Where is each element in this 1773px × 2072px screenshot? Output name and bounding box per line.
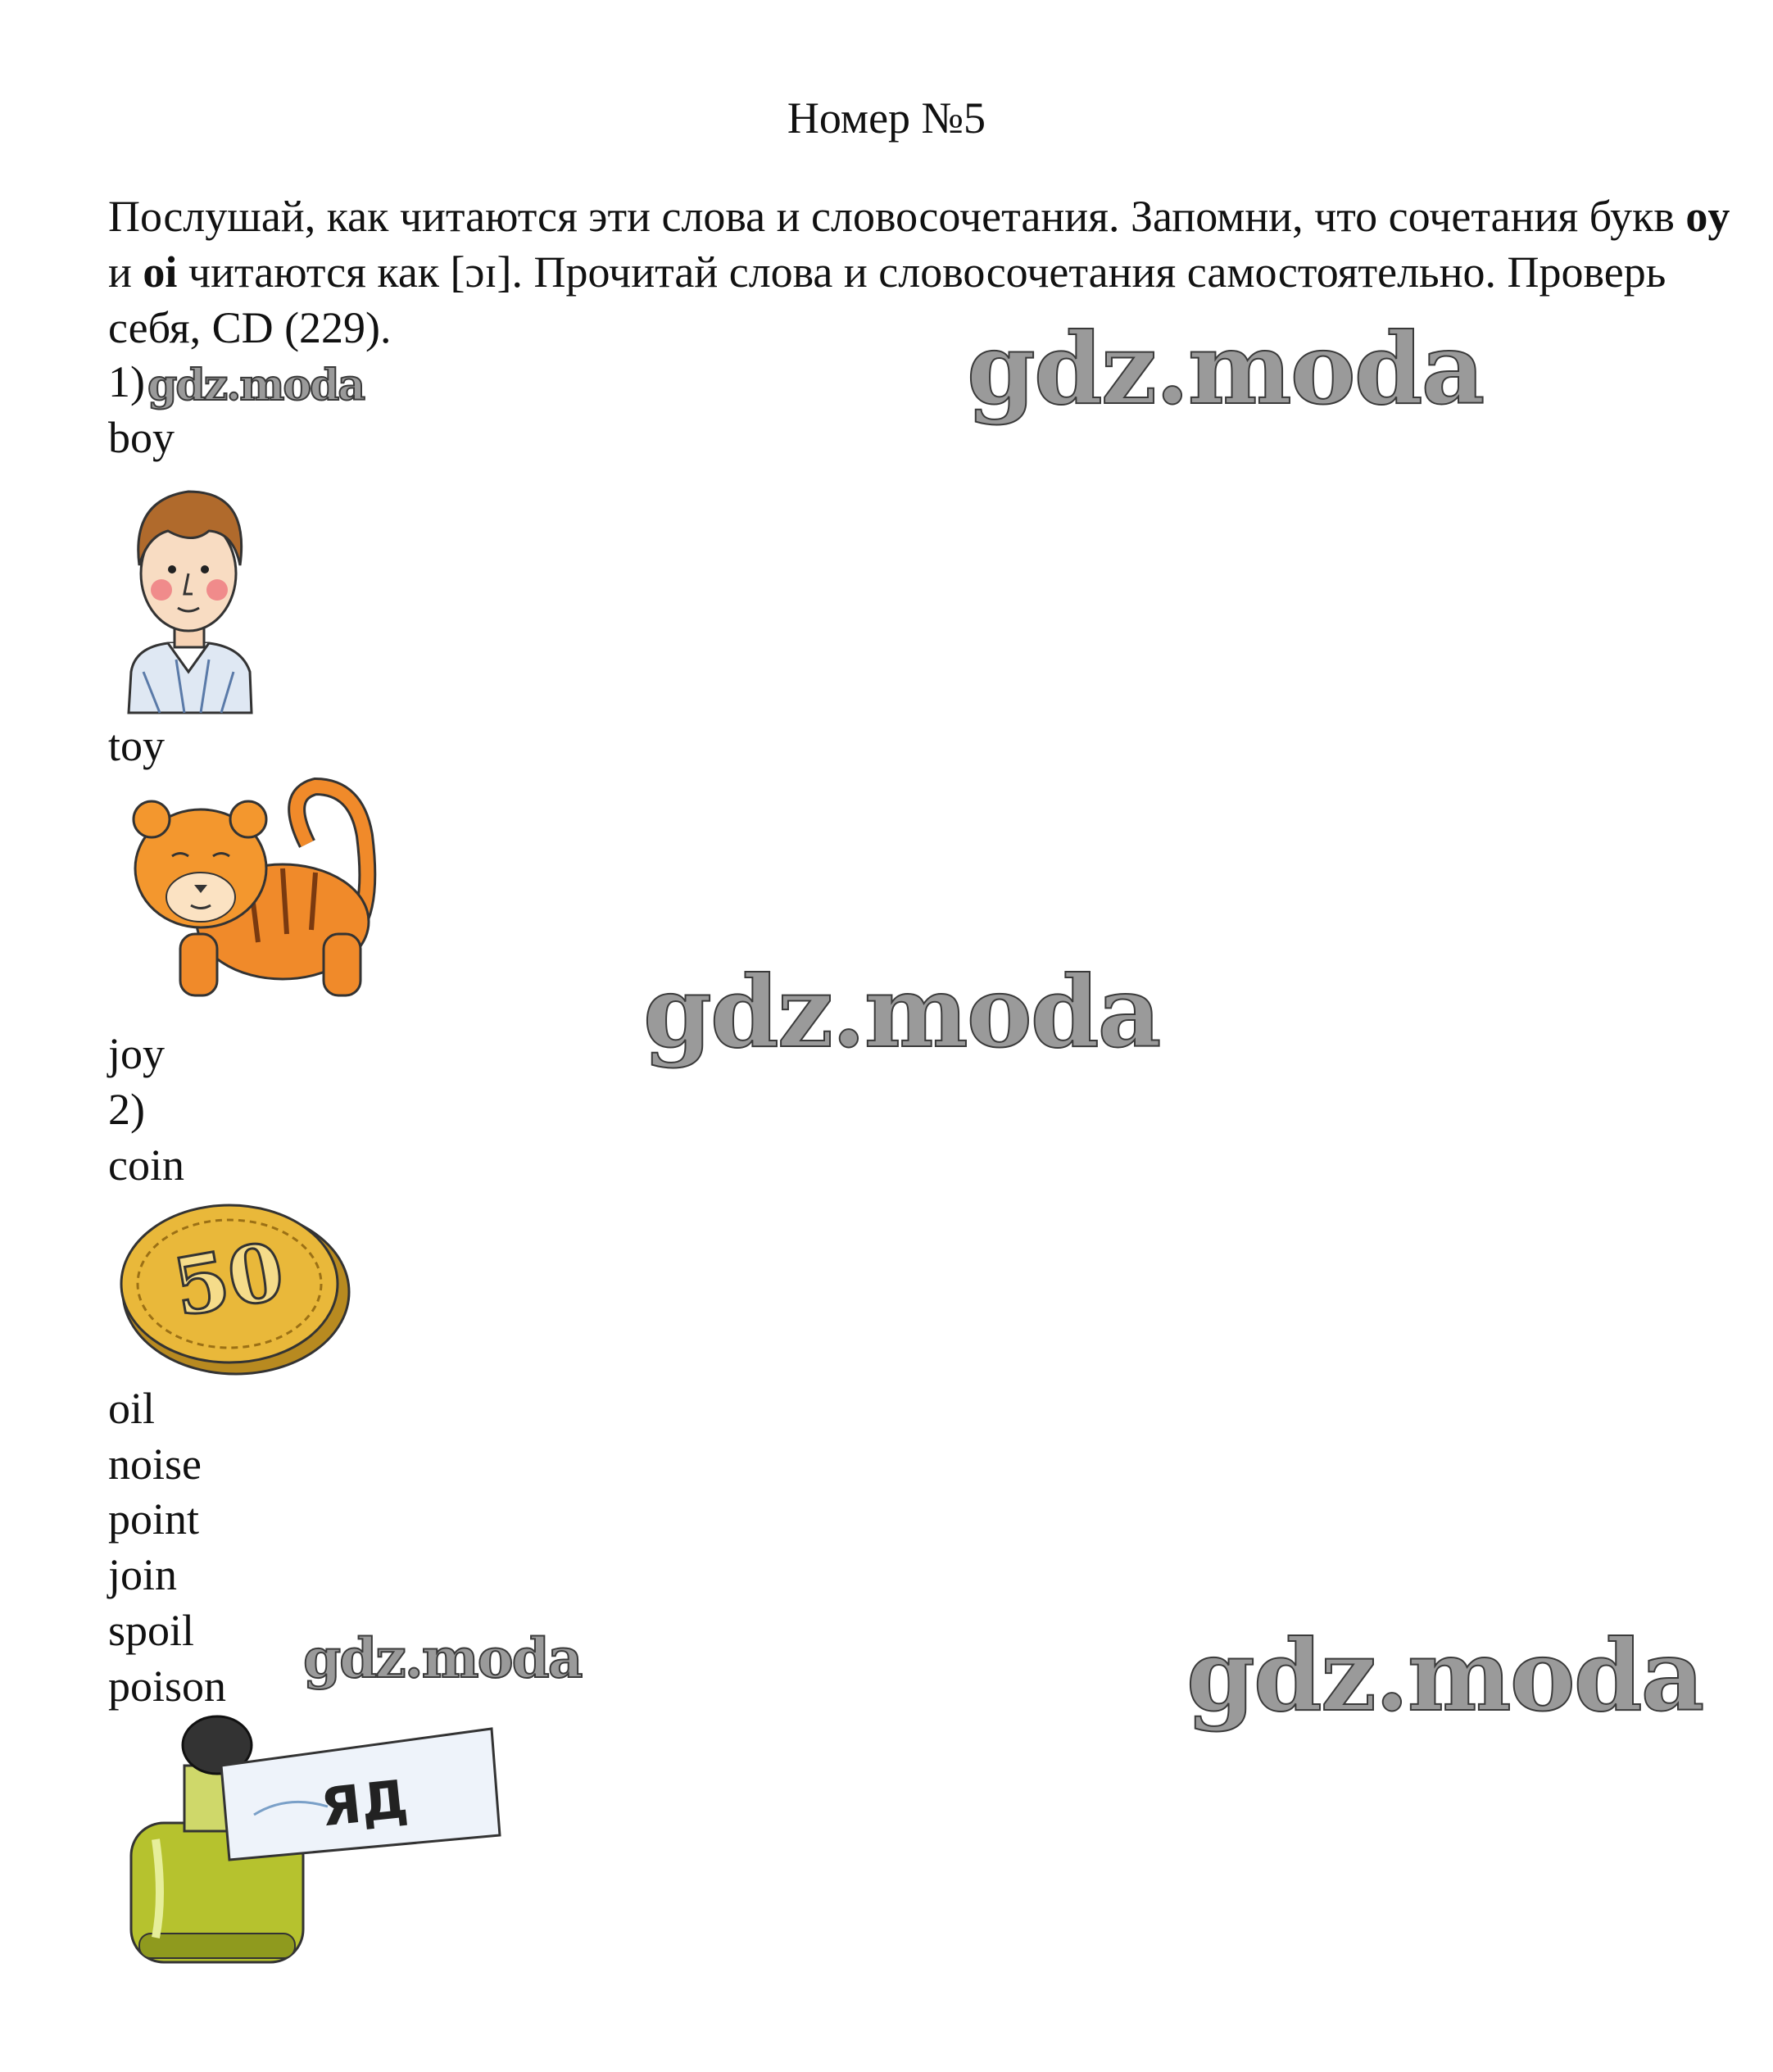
coin-illustration	[115, 1192, 352, 1381]
watermark: gdz.moda	[1186, 1618, 1703, 1734]
word-join: join	[108, 1550, 178, 1599]
word-boy: boy	[108, 413, 175, 462]
page-title: Номер №5	[787, 93, 986, 143]
watermark: gdz.moda	[643, 954, 1160, 1070]
watermark: gdz.moda	[147, 360, 365, 410]
watermark: gdz.moda	[967, 311, 1484, 427]
letters-oy: oy	[1685, 192, 1730, 241]
word-oil: oil	[108, 1384, 156, 1433]
toy-tiger-illustration	[119, 778, 389, 1016]
boy-illustration	[111, 467, 266, 721]
word-toy: toy	[108, 721, 166, 770]
section-1-label: 1)	[108, 357, 145, 406]
section-2-label: 2)	[108, 1085, 145, 1134]
letters-oi: oi	[143, 247, 178, 297]
word-spoil: spoil	[108, 1606, 195, 1655]
instruction-text: Послушай, как читаются эти слова и словосочетания. Запомни, что сочетания букв	[108, 192, 1686, 241]
word-point: point	[108, 1494, 200, 1544]
poison-bottle-illustration	[123, 1716, 508, 1970]
coin-number-text: 50	[166, 1224, 291, 1335]
task-instruction	[108, 188, 1730, 356]
watermark: gdz.moda	[303, 1626, 582, 1690]
word-joy: joy	[108, 1029, 166, 1078]
instruction-text: и	[108, 247, 143, 297]
word-noise: noise	[108, 1440, 202, 1489]
word-coin: coin	[108, 1140, 184, 1190]
bottle-label-text: ЯД	[317, 1769, 411, 1839]
word-poison: poison	[108, 1662, 227, 1711]
instruction-text: читаются как [ɔɪ]. Прочитай слова и словосочетания самостоятельно. Проверь себя, CD (229).	[108, 247, 1666, 352]
